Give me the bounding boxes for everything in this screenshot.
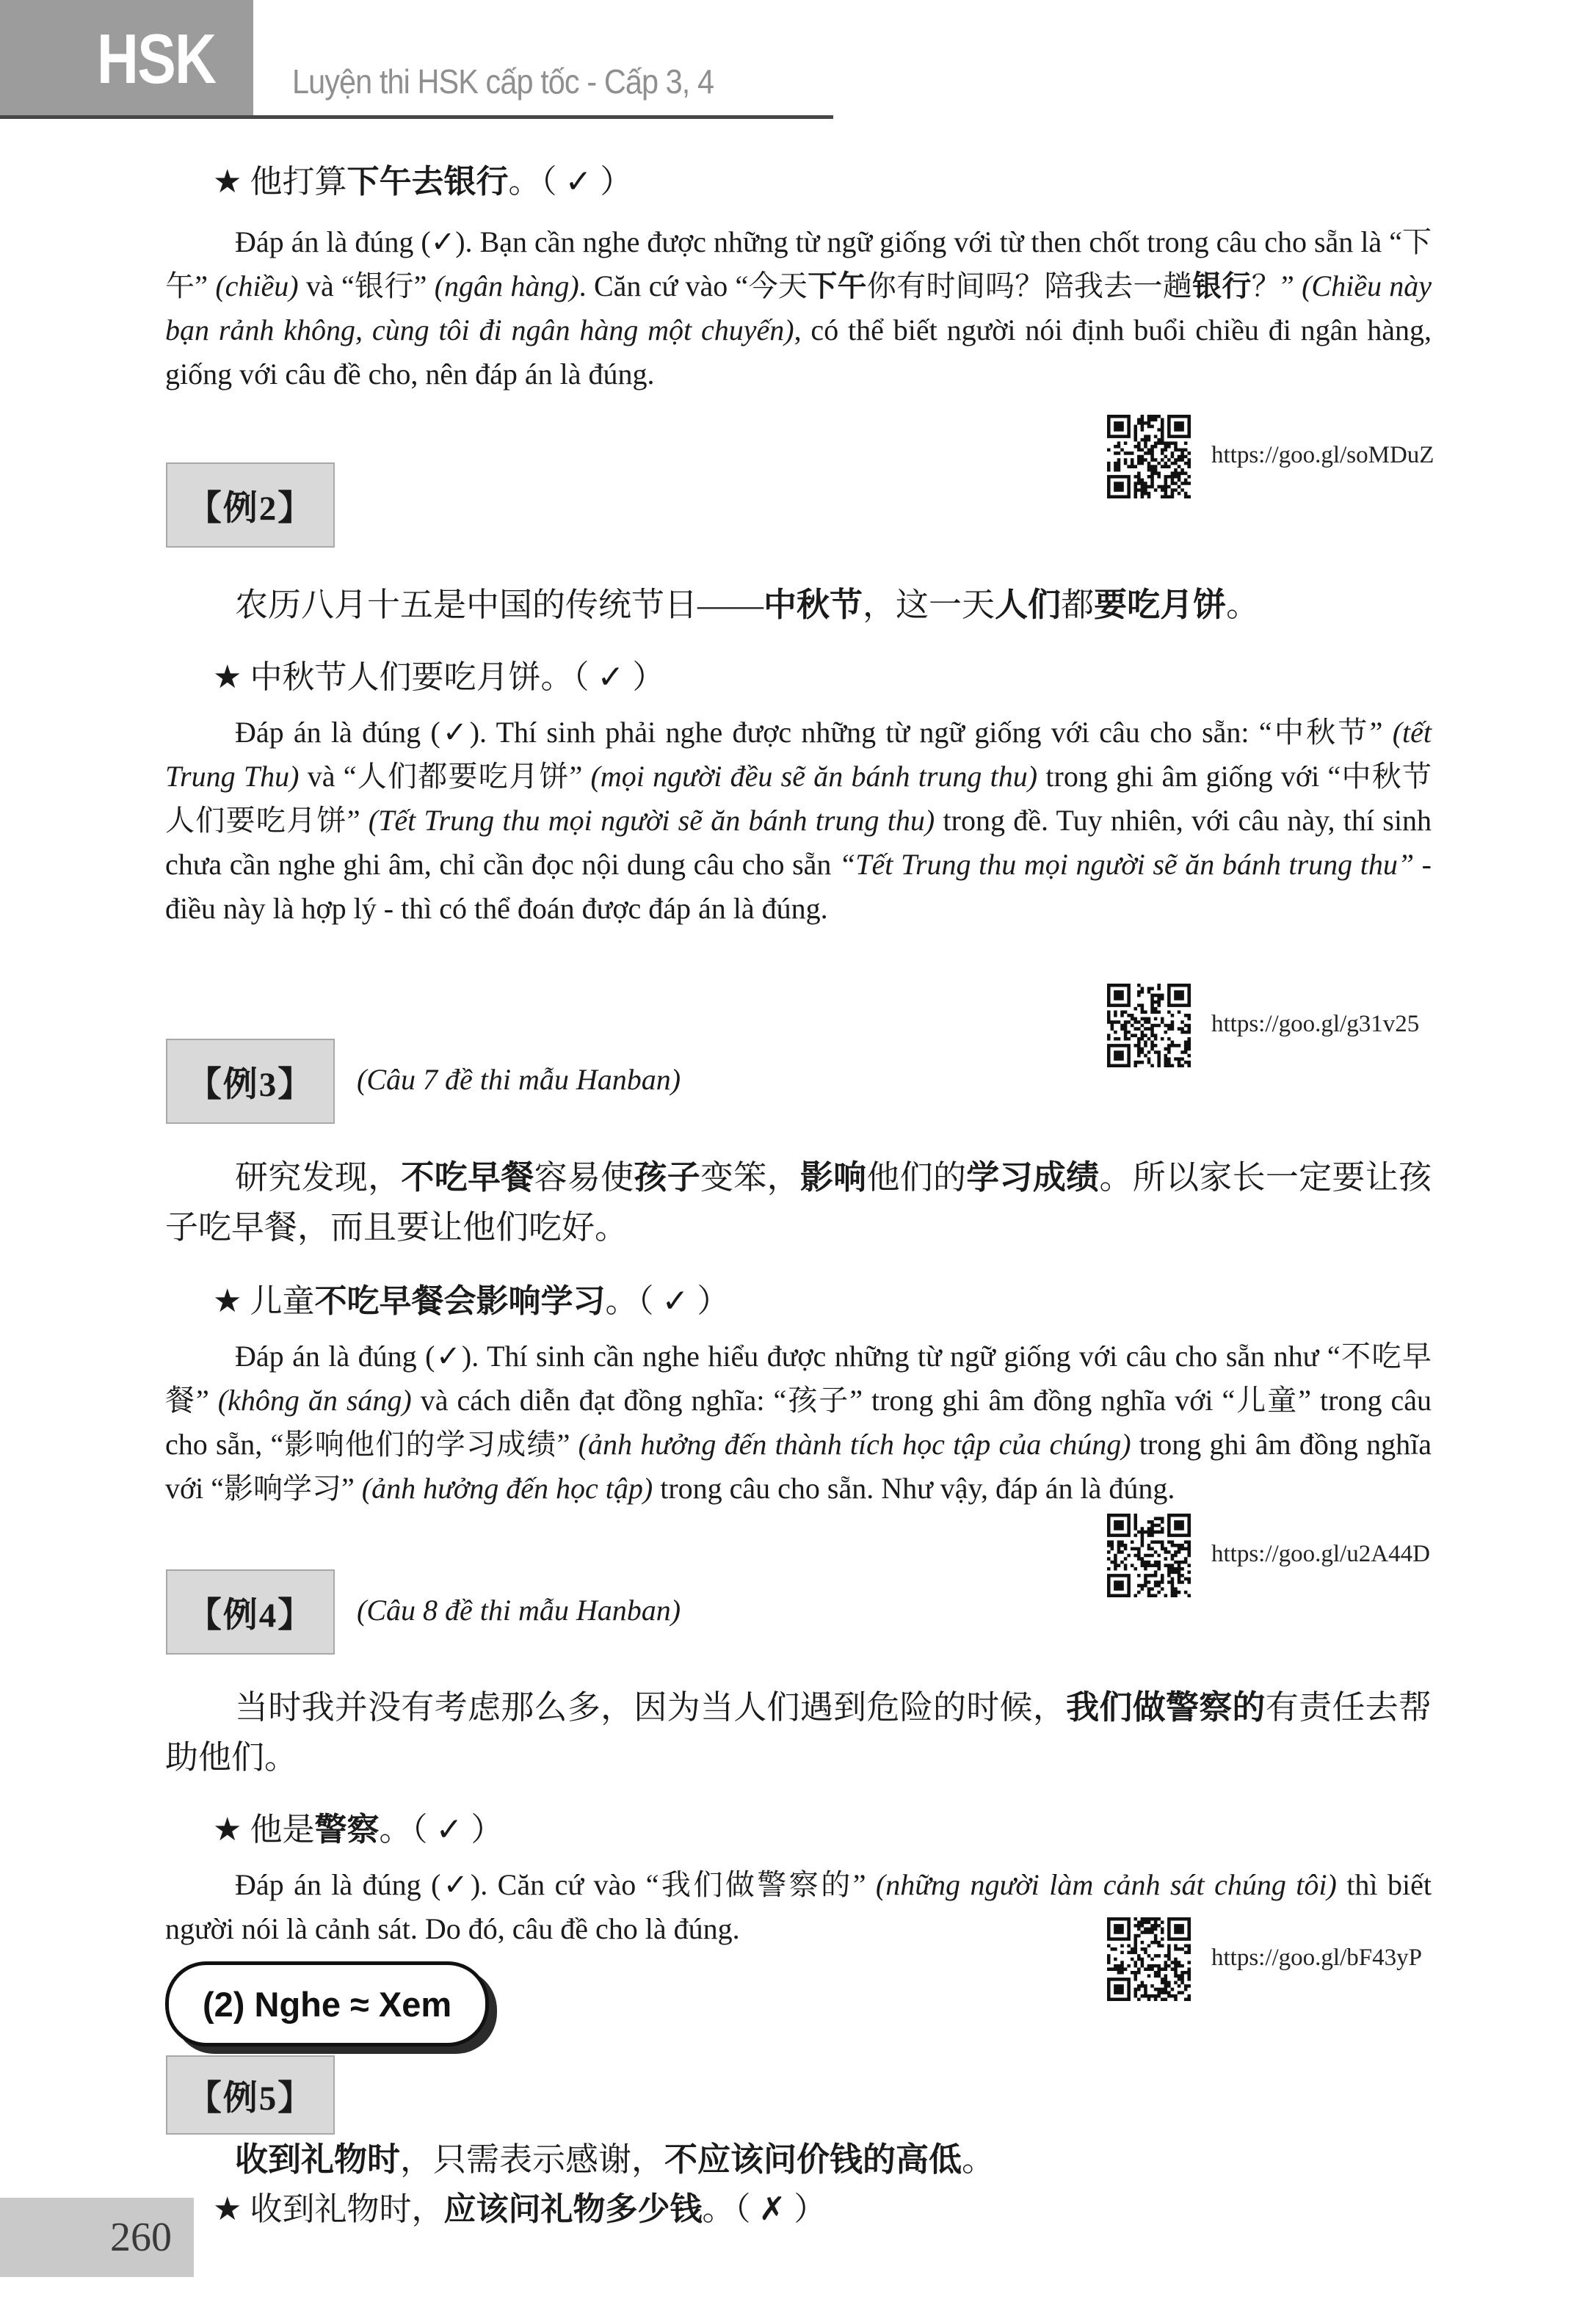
explanation-paragraph-2: Đáp án là đúng (✓). Thí sinh phải nghe được những từ ngữ giống với câu cho sẵn: “中秋节” (tết Trung Thu) và “人们都要吃月饼” (mọi người đều sẽ ăn bánh trung thu) trong ghi âm giống với “中秋节人们要吃月饼” (Tết Trung thu mọi người sẽ ăn bánh trung thu) trong đề. Tuy nhiên, với câu này, thí sinh chưa cần nghe ghi âm, chỉ cần đọc nội dung câu cho sẵn “Tết Trung thu mọi người sẽ ăn bánh trung thu” - điều này là hợp lý - thì có thể đoán được đáp án là đúng. — [165, 716, 1432, 925]
explanation-paragraph-3: Đáp án là đúng (✓). Thí sinh cần nghe hiểu được những từ ngữ giống với câu cho sẵn như “不吃早餐” (không ăn sáng) và cách diễn đạt đồng nghĩa: “孩子” trong ghi âm đồng nghĩa với “儿童” trong câu cho sẵn, “影响他们的学习成绩” (ảnh hưởng đến thành tích học tập của chúng) trong ghi âm đồng nghĩa với “影响学习” (ảnh hưởng đến học tập) trong câu cho sẵn. Như vậy, đáp án là đúng. — [165, 1340, 1432, 1505]
qr-code-example4 — [1107, 1514, 1191, 1597]
example4-label: 【例4】 — [166, 1569, 335, 1655]
qr-url-example3: https://goo.gl/g31v25 — [1211, 1011, 1420, 1037]
statement-line-5: ★ 收到礼物时，应该问礼物多少钱。（ ✗ ） — [213, 2191, 827, 2227]
chinese-sentence-example4: 当时我并没有考虑那么多，因为当人们遇到危险的时候，我们做警察的有责任去帮助他们。 — [165, 1689, 1432, 1776]
statement-line-1: ★ 他打算下午去银行。（ ✓ ） — [213, 164, 633, 200]
example3-label: 【例3】 — [166, 1039, 335, 1124]
example2-label: 【例2】 — [166, 462, 335, 548]
chinese-sentence-example3: 研究发现，不吃早餐容易使孩子变笨，影响他们的学习成绩。所以家长一定要让孩子吃早餐，而且要让他们吃好。 — [165, 1159, 1432, 1246]
qr-url-example4: https://goo.gl/u2A44D — [1211, 1541, 1430, 1567]
statement-line-4: ★ 他是警察。（ ✓ ） — [213, 1812, 504, 1848]
page-header-title: Luyện thi HSK cấp tốc - Cấp 3, 4 — [292, 62, 714, 101]
hsk-logo: HSK — [97, 20, 216, 98]
qr-code-example3 — [1107, 984, 1191, 1067]
header-logo-box — [0, 0, 253, 117]
header-rule — [0, 115, 833, 119]
explanation-paragraph-4: Đáp án là đúng (✓). Căn cứ vào “我们做警察的” (những người làm cảnh sát chúng tôi) thì biết người nói là cảnh sát. Do đó, câu đề cho là đúng. — [165, 1868, 1432, 1945]
statement-line-2: ★ 中秋节人们要吃月饼。（ ✓ ） — [213, 659, 665, 695]
qr-code-example5 — [1107, 1917, 1191, 2001]
page-number-box — [0, 2198, 194, 2277]
example4-note: (Câu 8 đề thi mẫu Hanban) — [357, 1594, 681, 1627]
qr-url-example5: https://goo.gl/bF43yP — [1211, 1944, 1422, 1971]
chinese-sentence-example5: 收到礼物时，只需表示感谢，不应该问价钱的高低。 — [235, 2141, 995, 2178]
section-pill-nghe-xem: (2) Nghe ≈ Xem — [165, 1961, 489, 2047]
example5-label: 【例5】 — [166, 2055, 335, 2135]
qr-url-example2: https://goo.gl/soMDuZ — [1211, 442, 1434, 468]
example3-note: (Câu 7 đề thi mẫu Hanban) — [357, 1063, 681, 1096]
chinese-sentence-example2: 农历八月十五是中国的传统节日——中秋节，这一天人们都要吃月饼。 — [235, 587, 1260, 623]
explanation-paragraph-1: Đáp án là đúng (✓). Bạn cần nghe được những từ ngữ giống với từ then chốt trong câu cho sẵn là “下午” (chiều) và “银行” (ngân hàng). Căn cứ vào “今天下午你有时间吗？陪我去一趟银行？” (Chiều này bạn rảnh không, cùng tôi đi ngân hàng một chuyến), có thể biết người nói định buổi chiều đi ngân hàng, giống với câu đề cho, nên đáp án là đúng. — [165, 225, 1432, 391]
statement-line-3: ★ 儿童不吃早餐会影响学习。（ ✓ ） — [213, 1283, 730, 1319]
page-number: 260 — [110, 2215, 172, 2260]
qr-code-example2 — [1107, 415, 1191, 498]
